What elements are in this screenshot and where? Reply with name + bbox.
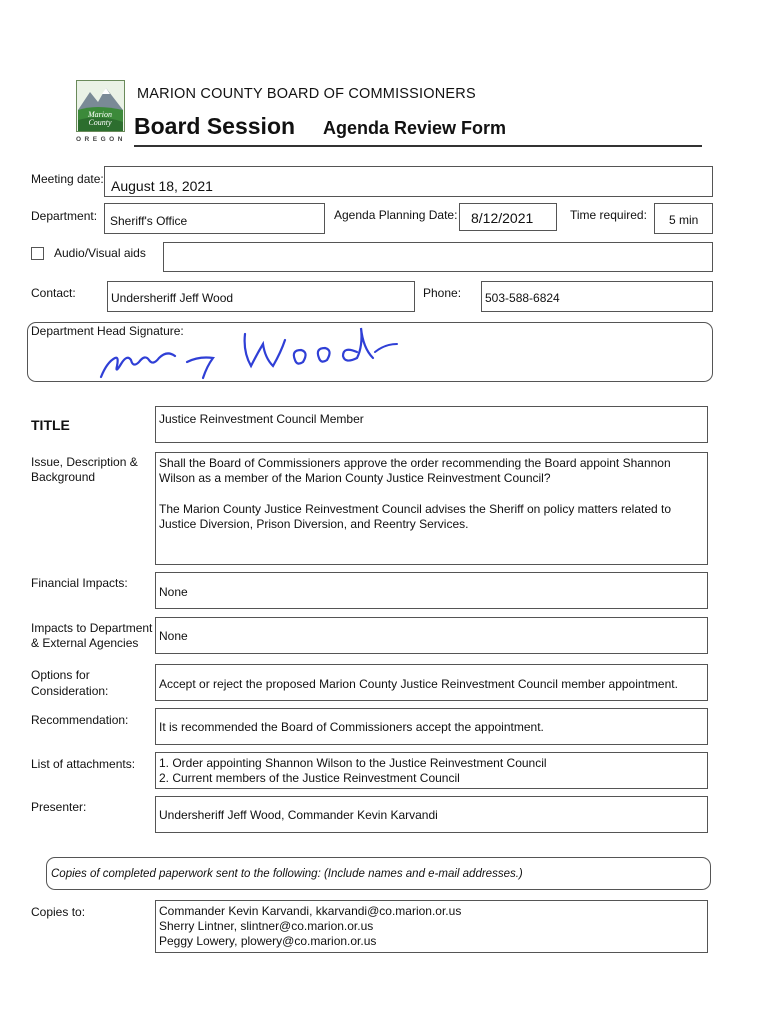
signature-label: Department Head Signature: xyxy=(31,324,184,338)
contact-value: Undersheriff Jeff Wood xyxy=(111,291,234,305)
phone-label: Phone: xyxy=(423,286,462,300)
issue-paragraph-1: Shall the Board of Commissioners approve the order recommending the Board appoint Shannon Wilson as a member of the Marion County Justice Reinvestment Council? xyxy=(159,456,671,485)
title-field[interactable] xyxy=(155,406,708,443)
meeting-date-label: Meeting date: xyxy=(31,172,104,186)
time-required-value: 5 min xyxy=(669,213,699,227)
presenter-value: Undersheriff Jeff Wood, Commander Kevin Karvandi xyxy=(159,808,438,822)
copies-recipient: Sherry Lintner, slintner@co.marion.or.us xyxy=(159,919,374,933)
impacts-label-line-1: Impacts to Department xyxy=(31,621,153,635)
phone-value: 503-588-6824 xyxy=(485,291,560,305)
issue-label-line-1: Issue, Description & xyxy=(31,455,138,469)
agenda-planning-date-field[interactable] xyxy=(459,203,557,231)
agenda-planning-date-value: 8/12/2021 xyxy=(471,210,534,226)
issue-paragraph-2: The Marion County Justice Reinvestment Council advises the Sheriff on policy matters related to Justice Diversion, Prison Diversion, and Reentry Services. xyxy=(159,502,672,531)
impacts-field[interactable] xyxy=(155,617,708,654)
options-label-line-1: Options for xyxy=(31,668,90,682)
financial-impacts-value: None xyxy=(159,585,188,599)
copies-note-text: Copies of completed paperwork sent to the following: (Include names and e-mail addresses.) xyxy=(51,868,523,880)
logo-oregon-text: OREGON xyxy=(76,136,126,143)
contact-field[interactable] xyxy=(107,281,415,312)
copies-to-label: Copies to: xyxy=(31,905,86,919)
attachments-field[interactable] xyxy=(155,752,708,789)
department-label: Department: xyxy=(31,209,98,223)
issue-field[interactable] xyxy=(155,452,708,565)
impacts-label-line-2: & External Agencies xyxy=(31,636,139,650)
organization-name: MARION COUNTY BOARD OF COMMISSIONERS xyxy=(137,86,476,102)
copies-note-box xyxy=(46,857,711,890)
copies-to-field[interactable] xyxy=(155,900,708,953)
header-divider xyxy=(134,145,702,147)
recommendation-field[interactable] xyxy=(155,708,708,745)
audio-visual-field[interactable] xyxy=(163,242,713,272)
title-label: TITLE xyxy=(31,417,70,433)
agenda-planning-date-label: Agenda Planning Date: xyxy=(334,208,458,222)
options-field[interactable] xyxy=(155,664,708,701)
copies-recipient: Commander Kevin Karvandi, kkarvandi@co.marion.or.us xyxy=(159,904,462,918)
svg-text:County: County xyxy=(88,118,112,127)
phone-field[interactable] xyxy=(481,281,713,312)
form-subtitle: Agenda Review Form xyxy=(323,118,507,138)
attachment-item-2: 2. Current members of the Justice Reinvestment Council xyxy=(159,771,460,785)
options-value: Accept or reject the proposed Marion County Justice Reinvestment Council member appointment. xyxy=(159,677,678,691)
audio-visual-label: Audio/Visual aids xyxy=(54,246,146,260)
copies-recipient: Peggy Lowery, plowery@co.marion.or.us xyxy=(159,934,377,948)
recommendation-value: It is recommended the Board of Commissioners accept the appointment. xyxy=(159,720,544,734)
department-field[interactable] xyxy=(104,203,325,234)
financial-impacts-field[interactable] xyxy=(155,572,708,609)
options-label-line-2: Consideration: xyxy=(31,684,109,698)
marion-county-logo xyxy=(76,80,125,132)
contact-label: Contact: xyxy=(31,286,76,300)
time-required-label: Time required: xyxy=(570,208,647,222)
title-value: Justice Reinvestment Council Member xyxy=(159,412,364,426)
presenter-label: Presenter: xyxy=(31,800,87,814)
attachment-item-1: 1. Order appointing Shannon Wilson to the Justice Reinvestment Council xyxy=(159,756,547,770)
financial-impacts-label: Financial Impacts: xyxy=(31,576,128,590)
impacts-value: None xyxy=(159,629,188,643)
logo-wordmark: Marion xyxy=(88,110,112,119)
recommendation-label: Recommendation: xyxy=(31,713,129,727)
time-required-field[interactable] xyxy=(654,203,713,234)
audio-visual-checkbox[interactable] xyxy=(31,247,44,260)
meeting-date-field[interactable] xyxy=(104,166,713,197)
form-title: Board Session xyxy=(134,113,296,139)
department-value: Sheriff's Office xyxy=(110,214,188,228)
signature-ink xyxy=(95,322,415,384)
presenter-field[interactable] xyxy=(155,796,708,833)
attachments-label: List of attachments: xyxy=(31,757,136,771)
issue-label-line-2: Background xyxy=(31,470,96,484)
meeting-date-value: August 18, 2021 xyxy=(111,178,213,194)
